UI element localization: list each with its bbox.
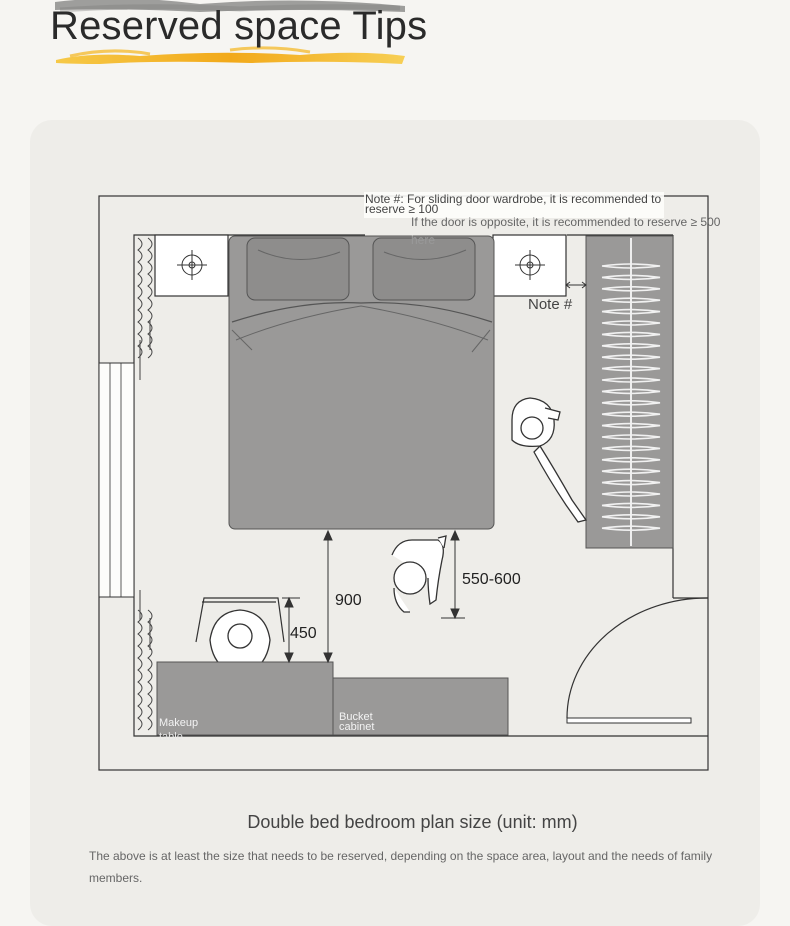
bucket-cabinet-label-2: cabinet [339,721,375,733]
curtain-top [138,238,152,380]
dimension-450-label: 450 [290,625,317,642]
nightstand-left [155,235,228,296]
makeup-table-label-2: table [159,731,183,743]
plan-description: The above is at least the size that needs to be reserved, depending on the space area, layout and the needs of family members. [89,849,713,885]
door-swing [567,598,708,723]
curtain-bottom [138,590,152,730]
page-title: Reserved space Tips [50,4,428,48]
person-walking-icon [392,536,446,612]
double-bed [229,236,494,529]
note-wardrobe-text: Note #: For sliding door wardrobe, it is recommended to [365,192,662,206]
window [99,363,134,597]
bucket-cabinet [333,678,508,735]
makeup-table-label: Makeup [159,717,199,729]
person-standing-icon [512,398,586,522]
plan-caption: Double bed bedroom plan size (unit: mm) [247,812,578,832]
dimension-900-label: 900 [335,592,362,609]
nightstand-right [493,235,566,296]
dimension-900 [324,531,332,662]
dimension-550-600-label: 550-600 [462,571,521,588]
note-door-text-2: here [411,233,436,247]
makeup-table [157,662,333,743]
bucket-cabinet-label: Bucket [339,711,373,723]
note-wardrobe-text-2: reserve ≥ 100 [365,202,439,216]
note-door-text: If the door is opposite, it is recommended to reserve ≥ 500 [411,215,721,229]
wardrobe [586,236,673,548]
note-marker: Note # [528,296,573,313]
